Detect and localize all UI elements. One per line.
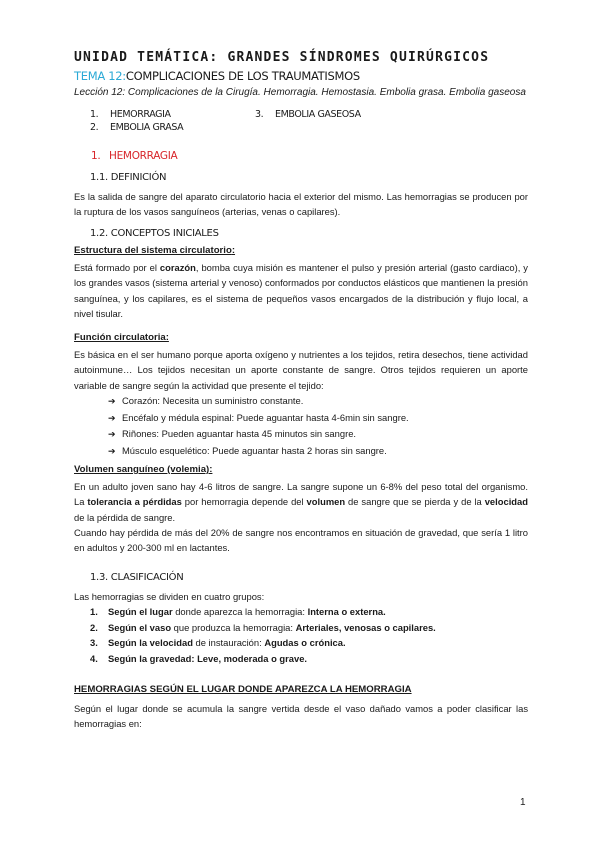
definicion-paragraph: Es la salida de sangre del aparato circulatorio hacia el exterior del mismo. Las hemorragias se producen por la ruptura de los vasos sanguíneos (arterias, venas o capilares).: [74, 191, 528, 218]
list-item: [108, 410, 409, 427]
subsection-heading-definicion: 1.1. DEFINICIÓN: [90, 172, 167, 183]
list-item: [90, 651, 436, 667]
volumen-paragraph: [74, 479, 528, 525]
arrow-icon: ➔: [108, 412, 116, 423]
arrow-icon: ➔: [108, 396, 116, 406]
estructura-heading: [74, 245, 235, 256]
list-item: [90, 620, 436, 636]
list-item-text: Encéfalo y médula espinal: Puede aguantar hasta 4-6min sin sangre.: [122, 411, 409, 423]
toc-label: HEMORRAGIA: [110, 109, 171, 120]
list-item: [90, 635, 436, 651]
subsection-heading-conceptos: 1.2. CONCEPTOS INICIALES: [90, 228, 219, 239]
lesson-subtitle: Lección 12: Complicaciones de la Cirugía. Hemorragia. Hemostasia. Embolia grasa. Embolia gaseosa: [74, 87, 526, 98]
funcion-heading: Función circulatoria:: [74, 332, 169, 343]
list-item: [108, 426, 409, 443]
subsection-heading-clasificacion: 1.3. CLASIFICACIÓN: [90, 572, 184, 583]
estructura-heading-text: Estructura del sistema circulatorio: [74, 245, 232, 256]
estructura-paragraph: [74, 260, 528, 321]
toc-label: EMBOLIA GRASA: [110, 122, 184, 133]
toc-number: 3.: [255, 109, 264, 120]
text-run: que produzca la hemorragia:: [171, 621, 296, 633]
arrow-icon: ➔: [108, 429, 116, 440]
bold-run: velocidad: [484, 496, 528, 508]
list-item-text: Riñones: Pueden aguantar hasta 45 minutos sin sangre.: [122, 428, 357, 440]
toc-label: EMBOLIA GASEOSA: [275, 109, 361, 120]
unit-title: UNIDAD TEMÁTICA: GRANDES SÍNDROMES QUIRÚRGICOS: [74, 50, 490, 65]
funcion-list: [108, 393, 409, 459]
text-run: , bomba cuya misión es mantener el pulso y presión arterial (gasto cardiaco), y los grandes vasos (sistema arterial y venoso) conformados por conductos elásticos que mantienen la presión sanguínea, y los capilares, es el sistema de pequeños vasos encargados de la distribución y flujo local, a nivel tisular.: [74, 262, 528, 319]
list-number: 1.: [90, 606, 98, 617]
bold-run: Según la velocidad: [108, 637, 193, 649]
list-item-text: Músculo esquelético: Puede aguantar hasta 2 horas sin sangre.: [122, 444, 387, 456]
toc-item-2: [90, 122, 183, 133]
bold-run: Agudas o crónica.: [264, 637, 346, 649]
funcion-paragraph: Es básica en el ser humano porque aporta oxígeno y nutrientes a los tejidos, retira desechos, tiene actividad autoinmune… Los tejidos necesitan un aporte constante de sangre. Otros tejidos requieren un aporte variable de sangre según la actividad que presente el tejido:: [74, 349, 528, 391]
list-number: 4.: [90, 652, 98, 664]
bold-run: volumen: [306, 496, 346, 508]
toc-item-3: [255, 109, 361, 120]
list-item: [108, 393, 409, 410]
estructura-heading-colon: :: [231, 245, 236, 256]
page-number: 1: [520, 797, 526, 808]
text-run: de sangre que se pierda y de la: [345, 496, 485, 508]
bold-run: Interna o externa.: [307, 606, 386, 617]
tema-title: COMPLICACIONES DE LOS TRAUMATISMOS: [125, 69, 360, 83]
list-item-text: Corazón: Necesita un suministro constante.: [122, 395, 304, 406]
volumen-paragraph-2: Cuando hay pérdida de más del 20% de sangre nos encontramos en situación de gravedad, que sería 1 litro en adultos y 200-300 ml en lactantes.: [74, 527, 528, 554]
clasificacion-list: [90, 604, 436, 666]
text-run: de instauración:: [192, 637, 265, 649]
bold-run: corazón: [159, 262, 196, 273]
lugar-paragraph: Según el lugar donde se acumula la sangre vertida desde el vaso dañado vamos a poder clasificar las hemorragias en:: [74, 703, 528, 730]
section-heading-hemorragia: [91, 150, 177, 162]
tema-number: TEMA 12:: [74, 69, 126, 83]
text-run: por hemorragia depende del: [181, 496, 307, 508]
bold-run: tolerancia a pérdidas: [87, 496, 182, 508]
bold-run: Arteriales, venosas o capilares.: [295, 621, 436, 633]
text-run: Está formado por el: [74, 262, 160, 273]
text-run: En un adulto joven sano hay 4-6 litros de sangre. La sangre supone un 6-8% del peso total del organismo. La: [74, 481, 528, 508]
section-number: 1.: [91, 150, 101, 162]
list-item: [90, 604, 436, 620]
text-run: de la pérdida de sangre.: [74, 511, 176, 523]
toc-item-1: [90, 109, 171, 120]
bold-run: Según el lugar: [108, 606, 173, 617]
bold-run: Según el vaso: [108, 621, 172, 633]
list-number: 3.: [90, 637, 98, 649]
tema-heading: [74, 69, 360, 83]
toc-number: 2.: [90, 122, 99, 133]
clasificacion-intro: Las hemorragias se dividen en cuatro grupos:: [74, 591, 265, 602]
list-number: 2.: [90, 621, 98, 633]
volumen-heading: Volumen sanguíneo (volemia):: [74, 464, 213, 475]
section-title: HEMORRAGIA: [109, 150, 178, 162]
list-item: [108, 443, 409, 460]
toc-number: 1.: [90, 109, 99, 120]
arrow-icon: ➔: [108, 445, 116, 456]
text-run: donde aparezca la hemorragia:: [172, 606, 308, 617]
bold-run: Según la gravedad: Leve, moderada o grave.: [108, 652, 308, 664]
lugar-heading: HEMORRAGIAS SEGÚN EL LUGAR DONDE APAREZCA LA HEMORRAGIA: [74, 684, 412, 695]
